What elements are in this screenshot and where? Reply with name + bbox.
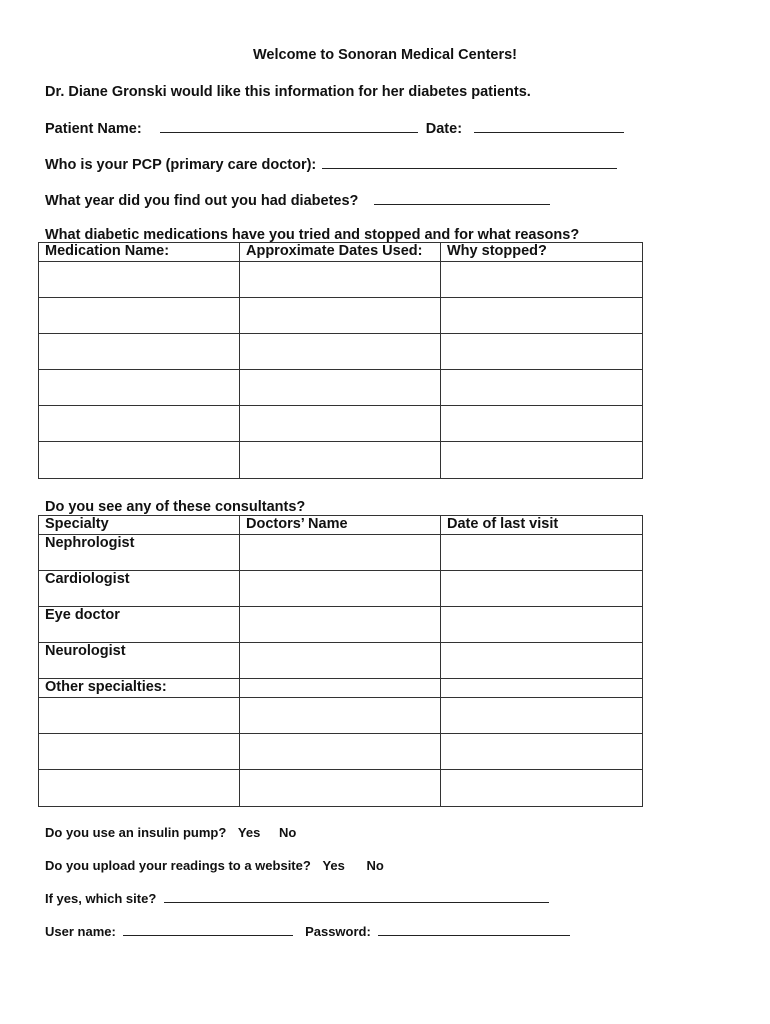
last-visit-cell[interactable]: [441, 770, 643, 807]
last-visit-cell[interactable]: [441, 698, 643, 734]
specialty-cardiologist: Cardiologist: [39, 571, 240, 607]
insulin-pump-row: [45, 825, 296, 840]
doctors-name-cell[interactable]: [240, 770, 441, 807]
form-intro: Dr. Diane Gronski would like this information for her diabetes patients.: [45, 84, 531, 100]
doctors-name-cell[interactable]: [240, 607, 441, 643]
last-visit-cell[interactable]: [441, 734, 643, 770]
medication-name-cell[interactable]: [39, 406, 240, 442]
patient-name-label: Patient Name:: [45, 121, 142, 137]
specialty-cell[interactable]: [39, 698, 240, 734]
last-visit-cell[interactable]: [441, 571, 643, 607]
credentials-row: [45, 924, 570, 939]
dates-used-cell[interactable]: [240, 262, 441, 298]
medications-question: What diabetic medications have you tried and stopped and for what reasons?: [45, 227, 580, 243]
dates-used-cell[interactable]: [240, 298, 441, 334]
doctors-name-cell[interactable]: [240, 571, 441, 607]
table-row: [39, 770, 643, 807]
table-row: [39, 262, 643, 298]
upload-question: Do you upload your readings to a website?: [45, 858, 311, 873]
medications-table: [38, 242, 643, 479]
medication-name-cell[interactable]: [39, 262, 240, 298]
dates-used-header: Approximate Dates Used:: [240, 243, 441, 262]
dates-used-cell[interactable]: [240, 442, 441, 479]
insulin-pump-question: Do you use an insulin pump?: [45, 825, 227, 840]
pcp-label: Who is your PCP (primary care doctor):: [45, 157, 317, 173]
date-field[interactable]: [474, 119, 624, 133]
pcp-field[interactable]: [322, 155, 617, 169]
specialty-eye-doctor: Eye doctor: [39, 607, 240, 643]
last-visit-cell[interactable]: [441, 643, 643, 679]
why-stopped-cell[interactable]: [441, 406, 643, 442]
username-field[interactable]: [123, 924, 293, 936]
table-row: [39, 334, 643, 370]
consultants-header-row: [39, 516, 643, 535]
consultants-table: [38, 515, 643, 807]
specialty-nephrologist: Nephrologist: [39, 535, 240, 571]
medication-name-cell[interactable]: [39, 298, 240, 334]
doctors-name-cell[interactable]: [240, 734, 441, 770]
form-title: Welcome to Sonoran Medical Centers!: [252, 47, 517, 63]
table-row: [39, 643, 643, 679]
medication-name-cell[interactable]: [39, 442, 240, 479]
table-row: [39, 298, 643, 334]
specialty-cell[interactable]: [39, 770, 240, 807]
password-field[interactable]: [378, 924, 570, 936]
table-row: [39, 571, 643, 607]
last-visit-cell[interactable]: [441, 535, 643, 571]
medication-name-cell[interactable]: [39, 370, 240, 406]
table-row: [39, 442, 643, 479]
consultants-question: Do you see any of these consultants?: [45, 499, 306, 515]
last-visit-header: Date of last visit: [441, 516, 643, 535]
insulin-pump-no-option[interactable]: No: [278, 825, 297, 840]
which-site-label: If yes, which site?: [45, 891, 157, 906]
insulin-pump-yes-option[interactable]: Yes: [237, 825, 261, 840]
specialty-header: Specialty: [39, 516, 240, 535]
why-stopped-header: Why stopped?: [441, 243, 643, 262]
upload-row: [45, 858, 384, 873]
specialty-other: Other specialties:: [39, 679, 240, 698]
pcp-row: [45, 155, 617, 173]
username-label: User name:: [45, 924, 116, 939]
password-label: Password:: [305, 924, 371, 939]
table-row: [39, 679, 643, 698]
diagnosis-year-label: What year did you find out you had diabetes?: [45, 193, 359, 209]
why-stopped-cell[interactable]: [441, 370, 643, 406]
which-site-row: [45, 891, 549, 906]
table-row: [39, 698, 643, 734]
upload-no-option[interactable]: No: [366, 858, 384, 873]
doctors-name-cell[interactable]: [240, 698, 441, 734]
diagnosis-year-row: [45, 191, 550, 209]
table-row: [39, 607, 643, 643]
patient-name-row: [45, 119, 624, 137]
medications-header-row: [39, 243, 643, 262]
which-site-field[interactable]: [164, 891, 549, 903]
patient-name-field[interactable]: [160, 119, 418, 133]
doctors-name-header: Doctors’ Name: [240, 516, 441, 535]
why-stopped-cell[interactable]: [441, 298, 643, 334]
medication-name-cell[interactable]: [39, 334, 240, 370]
table-row: [39, 535, 643, 571]
doctors-name-cell[interactable]: [240, 535, 441, 571]
why-stopped-cell[interactable]: [441, 262, 643, 298]
dates-used-cell[interactable]: [240, 334, 441, 370]
upload-yes-option[interactable]: Yes: [322, 858, 345, 873]
why-stopped-cell[interactable]: [441, 442, 643, 479]
diagnosis-year-field[interactable]: [374, 191, 550, 205]
table-row: [39, 370, 643, 406]
dates-used-cell[interactable]: [240, 370, 441, 406]
date-label: Date:: [425, 121, 463, 137]
doctors-name-cell[interactable]: [240, 679, 441, 698]
table-row: [39, 406, 643, 442]
doctors-name-cell[interactable]: [240, 643, 441, 679]
specialty-cell[interactable]: [39, 734, 240, 770]
dates-used-cell[interactable]: [240, 406, 441, 442]
last-visit-cell[interactable]: [441, 679, 643, 698]
last-visit-cell[interactable]: [441, 607, 643, 643]
medication-name-header: Medication Name:: [39, 243, 240, 262]
specialty-neurologist: Neurologist: [39, 643, 240, 679]
why-stopped-cell[interactable]: [441, 334, 643, 370]
table-row: [39, 734, 643, 770]
